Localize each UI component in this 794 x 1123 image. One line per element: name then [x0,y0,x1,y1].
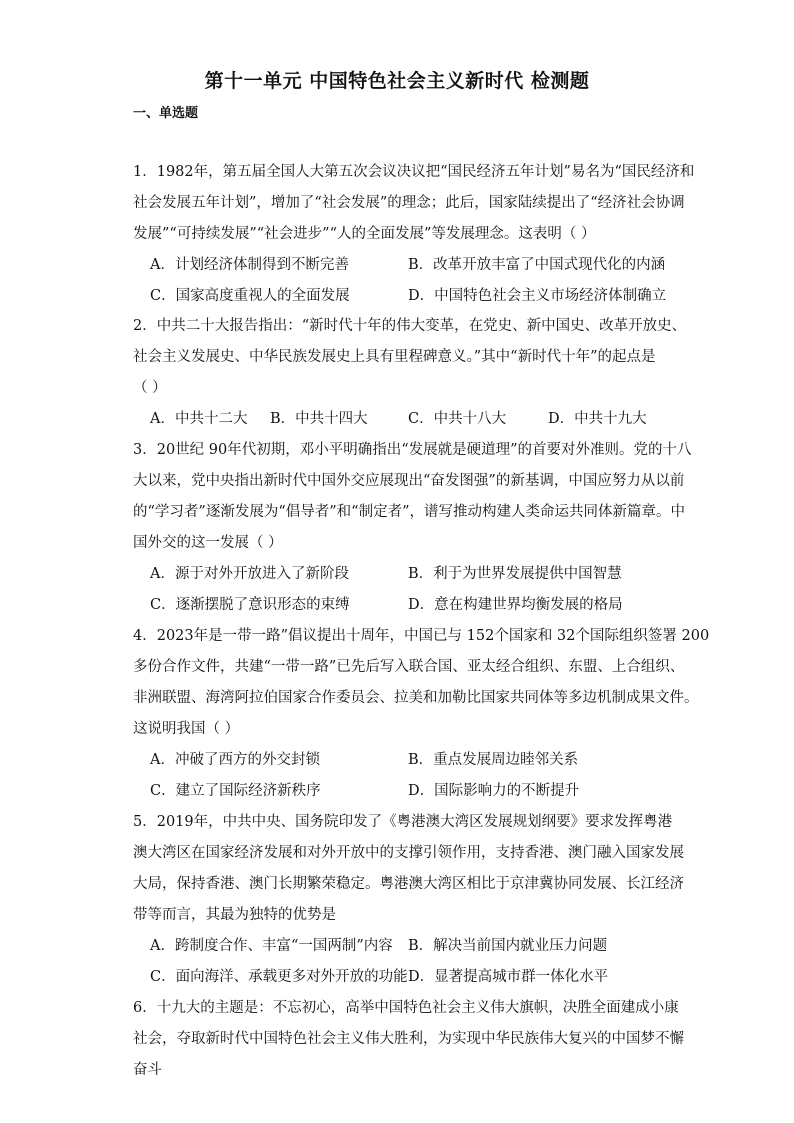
section-heading: 一、单选题 [133,106,199,121]
question-3-option-d[interactable]: D．意在构建世界均衡发展的格局 [408,597,623,613]
question-2-option-d[interactable]: D．中共十九大 [548,411,647,427]
question-3-line-1: 3．20世纪 90年代初期，邓小平明确指出“发展就是硬道理”的首要对外准则。党的十八 [133,442,692,458]
question-4-line-2: 多份合作文件，共建“一带一路”已先后写入联合国、亚太经合组织、东盟、上合组织、 [133,659,685,675]
question-1-line-2: 社会发展五年计划”，增加了“社会发展”的理念；此后，国家陆续提出了“经济社会协调 [133,195,685,211]
question-1-option-a[interactable]: A．计划经济体制得到不断完善 [150,257,349,273]
question-3-option-c[interactable]: C．逐渐摆脱了意识形态的束缚 [150,597,350,613]
question-5-option-c[interactable]: C．面向海洋、承载更多对外开放的功能 [150,969,408,985]
question-2-line-1: 2．中共二十大报告指出：“新时代十年的伟大变革，在党史、新中国史、改革开放史、 [133,318,687,334]
question-4-line-1: 4．2023年是一带一路”倡议提出十周年，中国已与 152个国家和 32个国际组织签署 200 [133,628,710,644]
question-4-option-c[interactable]: C．建立了国际经济新秩序 [150,783,321,799]
question-4-option-d[interactable]: D．国际影响力的不断提升 [408,783,580,799]
question-5-option-a[interactable]: A．跨制度合作、丰富“一国两制”内容 [150,938,393,954]
question-2-option-a[interactable]: A．中共十二大 [150,411,248,427]
page-title: 第十一单元 中国特色社会主义新时代 检测题 [204,70,590,92]
question-5-line-2: 澳大湾区在国家经济发展和对外开放中的支撑引领作用，支持香港、澳门融入国家发展 [133,845,684,861]
question-3-option-a[interactable]: A．源于对外开放进入了新阶段 [150,566,349,582]
question-3-line-2: 大以来，党中央指出新时代中国外交应展现出“奋发图强”的新基调，中国应努力从以前 [133,473,685,489]
question-1-line-1: 1．1982年，第五届全国人大第五次会议决议把“国民经济五年计划”易名为“国民经济和 [133,164,695,180]
question-5-line-1: 5．2019年，中共中央、国务院印发了《粤港澳大湾区发展规划纲要》要求发挥粤港 [133,814,673,830]
question-1-option-b[interactable]: B．改革开放丰富了中国式现代化的内涵 [408,257,666,273]
question-6-line-3: 奋斗 [133,1062,162,1078]
question-1-option-d[interactable]: D．中国特色社会主义市场经济体制确立 [408,288,667,304]
question-5-line-3: 大局，保持香港、澳门长期繁荣稳定。粤港澳大湾区相比于京津冀协同发展、长江经济 [133,876,684,892]
question-5-option-d[interactable]: D．显著提高城市群一体化水平 [408,969,609,985]
question-3-option-b[interactable]: B．利于为世界发展提供中国智慧 [408,566,622,582]
question-3-line-3: 的“学习者”逐渐发展为“倡导者”和“制定者”，谱写推动构建人类命运共同体新篇章。中 [133,504,685,520]
question-4-line-3: 非洲联盟、海湾阿拉伯国家合作委员会、拉美和加勒比国家共同体等多边机制成果文件。 [133,690,699,706]
question-2-option-b[interactable]: B．中共十四大 [270,411,368,427]
question-5-option-b[interactable]: B．解决当前国内就业压力问题 [408,938,608,954]
question-6-line-2: 社会，夺取新时代中国特色社会主义伟大胜利，为实现中华民族伟大复兴的中国梦不懈 [133,1031,684,1047]
question-1-line-3: 发展”“可持续发展”“社会进步”“人的全面发展”等发展理念。这表明（ ） [133,226,596,242]
question-4-line-4: 这说明我国（ ） [133,721,240,737]
question-2-option-c[interactable]: C．中共十八大 [408,411,507,427]
question-1-option-c[interactable]: C．国家高度重视人的全面发展 [150,288,350,304]
question-4-option-b[interactable]: B．重点发展周边睦邻关系 [408,752,579,768]
question-5-line-4: 带等而言，其最为独特的优势是 [133,907,336,923]
question-2-line-2: 社会主义发展史、中华民族发展史上具有里程碑意义。”其中“新时代十年”的起点是 [133,349,656,365]
question-3-line-4: 国外交的这一发展（ ） [133,535,283,551]
question-2-line-3: （ ） [133,380,167,396]
question-6-line-1: 6．十九大的主题是：不忘初心，高举中国特色社会主义伟大旗帜，决胜全面建成小康 [133,1000,679,1016]
question-4-option-a[interactable]: A．冲破了西方的外交封锁 [150,752,320,768]
